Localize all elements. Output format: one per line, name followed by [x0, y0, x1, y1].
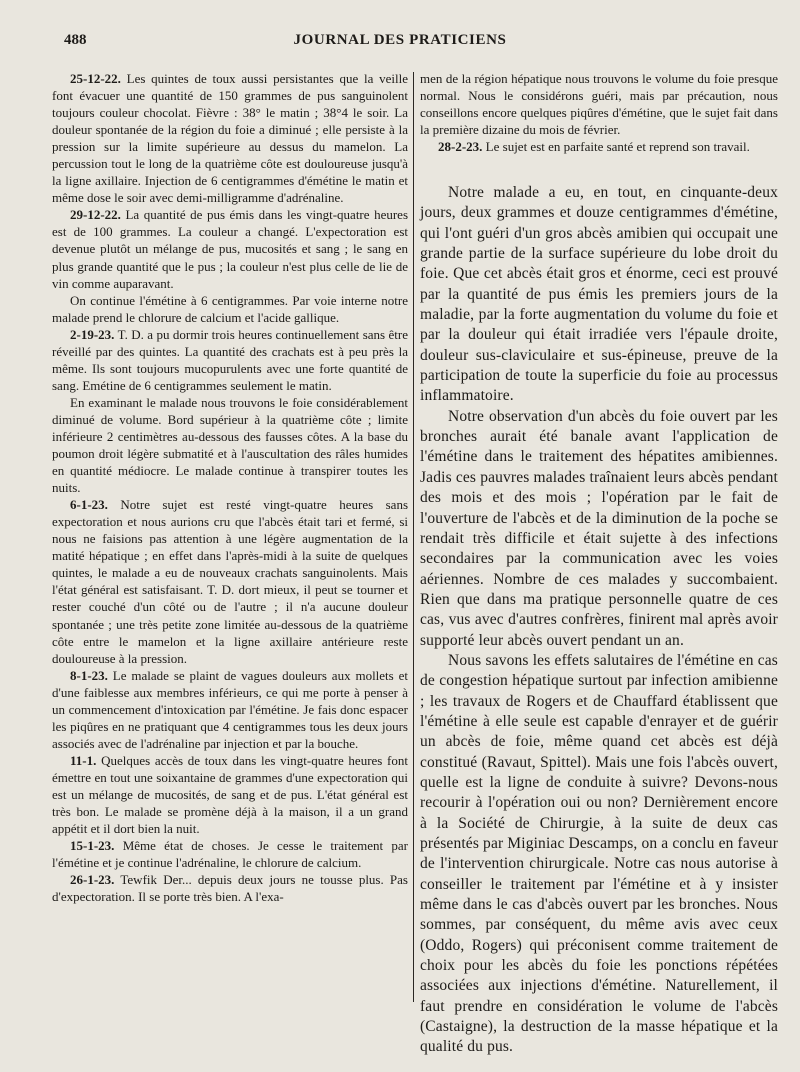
entry-date: 6-1-23. [70, 497, 108, 513]
entry-date: 15-1-23. [70, 838, 115, 854]
entry-paragraph [420, 138, 778, 155]
discussion-paragraph: Notre observation d'un abcès du foie ouvert par les bronches aurait été banale avant l'application de l'émétine dans le traitement des hépatites amibiennes. Jadis ces pauvres malades traînaient leurs abcès pendant des mois et des mois ; l'opération par le fait de l'ouverture de l'abcès et de la diminution de la poche se rendait très difficile et était sujette à des infections secondaires par la communication avec les voies aériennes. Nombre de ces malades y succombaient. Rien que dans ma pratique personnelle quatre de ces cas, vus avec d'autres confrères, finirent mal après avoir supporté leur abcès ouvert pendant un an. [420, 407, 778, 649]
entry-paragraph [52, 326, 408, 394]
entry-date: 25-12-22. [70, 71, 121, 86]
entry-date: 28-2-23. [438, 139, 483, 155]
entry-paragraph [52, 206, 408, 291]
entry-text: Même état de choses. Je cesse le traitement par l'émétine et je continue l'adrénaline, le chlorure de calcium. [52, 838, 408, 871]
entry-date: 8-1-23. [70, 667, 108, 683]
entry-date: 2-19-23. [70, 326, 115, 342]
left-column [52, 70, 408, 905]
discussion-paragraph: Notre malade a eu, en tout, en cinquante-deux jours, deux grammes et douze centigrammes d'émétine, qui l'ont guéri d'un gros abcès amibien qui occupait une grande partie de la surface supérieure du lobe droit du foie. Que cet abcès était gros et énorme, ceci est prouvé par la quantité de pus émis les premiers jours de la maladie, par la forte augmentation du volume du foie et par la douleur qui était irradiée vers l'épaule droite, douleur sus-claviculaire et sus-épineuse, preuve de la participation de toute la superficie du foie au processus inflammatoire. [420, 184, 778, 405]
entry-text: Les quintes de toux aussi persistantes que la veille font évacuer une quantité de 150 grammes de pus sanguinolent toujours couleur chocolat. Fièvre : 38° le matin ; 38°4 le soir. La douleur spontanée de la région du foie a diminué ; elle persiste à la pression sur la limite supérieure au dessus du mamelon. La percussion tout le long de la quatrième côte est douloureuse jusqu'à la ligne axillaire. Injection de 6 centigrammes d'émétine le matin et même dose le soir avec demi-milligramme d'adrénaline. [52, 71, 408, 206]
page-number: 488 [64, 32, 87, 48]
entry-paragraph [52, 292, 408, 326]
entry-text: Quelques accès de toux dans les vingt-quatre heures font émettre en tout une soixantaine de grammes d'une expectoration qui est un mélange de mucosités, de sang et de pus. L'état général est très bon. Le malade se promène déjà à la maison, il a un grand appétit et il dort bien la nuit. [52, 752, 408, 837]
page-header [0, 26, 800, 56]
entry-text: Le malade se plaint de vagues douleurs aux mollets et d'une faiblesse aux membres inférieurs, ce qui me porte à penser à un commencement d'intoxication par l'émétine. Je fais donc espacer les piqûres en ne pratiquant que 4 centigrammes tous les deux jours associés avec de l'adrénaline par injection et par la bouche. [52, 667, 408, 751]
entry-text: men de la région hépatique nous trouvons le volume du foie presque normal. Nous le considérons guéri, mais par précaution, nous conseillons encore quelques piqûres d'émétine, que le sujet fait dans la première dizaine du mois de février. [420, 71, 778, 138]
entry-text: Le sujet est en parfaite santé et reprend son travail. [482, 139, 750, 155]
entry-text: La quantité de pus émis dans les vingt-quatre heures est de 100 grammes. La couleur a changé. L'expectoration est devenue plutôt un mélange de pus, mucosités et sang ; le sang en plus grande quantité que le pus ; la couleur n'est plus celle de lie de vin comme auparavant. [52, 207, 408, 291]
entry-date: 26-1-23. [70, 872, 115, 888]
right-column-discussion [420, 183, 778, 1058]
entry-paragraph [52, 837, 408, 871]
entry-paragraph [52, 394, 408, 496]
journal-title: JOURNAL DES PRATICIENS [293, 32, 507, 48]
entry-text: On continue l'émétine à 6 centigrammes. Par voie interne notre malade prend le chlorure de calcium et l'acide gallique. [52, 292, 408, 325]
entry-date: 29-12-22. [70, 207, 121, 223]
entry-paragraph [420, 70, 778, 138]
entry-paragraph [52, 752, 408, 837]
entry-paragraph [52, 871, 408, 905]
entry-paragraph [52, 70, 408, 206]
discussion-paragraph: Nous savons les effets salutaires de l'émétine en cas de congestion hépatique surtout par infection amibienne ; les travaux de Rogers et de Chauffard établissent que l'émétine à elle seule est capable d'enrayer et de guérir un abcès de foie, même quand cet abcès est déjà constitué (Ravaut, Spittel). Mais une fois l'abcès ouvert, quelle est la ligne de conduite à suivre? Devons-nous recourir à l'opération oui ou non? Dernièrement encore à la Société de Chirurgie, à la suite de deux cas présentés par Miginiac Descamps, on a conclu en faveur de l'intervention chirurgicale. Notre cas nous autorise à conseiller le traitement par l'émétine et à y insister même dans le cas d'abcès ouvert par les bronches. Nous sommes, par conséquent, du même avis avec ceux (Oddo, Rogers) qui préconisent comme traitement de choix pour les abcès du foie les ponctions répétées associées aux injections d'émétine. Naturellement, il faut prendre en considération le volume de l'abcès (Castaigne), la destruction de la masse hépatique et la qualité du pus. [420, 651, 779, 1056]
entry-paragraph [52, 667, 408, 752]
entry-text: En examinant le malade nous trouvons le foie considérablement diminué de volume. Bord supérieur à la quatrième côte ; limite inférieure 2 centimètres au-dessous des fausses côtes. A la base du poumon droit légère submatité et à l'auscultation des râles humides en quantité médiocre. Le malade continue à transpirer toutes les nuits. [52, 394, 408, 496]
entry-text: Notre sujet est resté vingt-quatre heures sans expectoration et nous aurions cru que l'abcès était tari et fermé, si nous ne faisions pas attention à une légère augmentation de la matité hépatique ; en effet dans l'après-midi à la suite de quelques quintes, le malade a eu de nouveaux crachats sanguinolents. Mais l'état général est satisfaisant. T. D. dort mieux, il peut se tourner et rester couché d'un côté ou de l'autre ; il n'a aucune douleur spontanée ; une très petite zone limitée au-dessous de la quatrième côte entre le mamelon et la ligne axillaire antérieure reste douloureuse à la pression. [52, 497, 408, 666]
entry-text: T. D. a pu dormir trois heures continuellement sans être réveillé par des quintes. La quantité des crachats est à peu près la même. Ils sont toujours mucopurulents avec une forte quantité de sang. Emétine de 6 centigrammes seulement le matin. [52, 326, 408, 393]
entry-paragraph [52, 496, 408, 666]
entry-text: Tewfik Der... depuis deux jours ne tousse plus. Pas d'expectoration. Il se porte très bien. A l'exa- [52, 872, 408, 905]
column-divider [413, 72, 414, 1002]
right-column-observation [420, 70, 778, 155]
entry-date: 11-1. [70, 752, 97, 768]
